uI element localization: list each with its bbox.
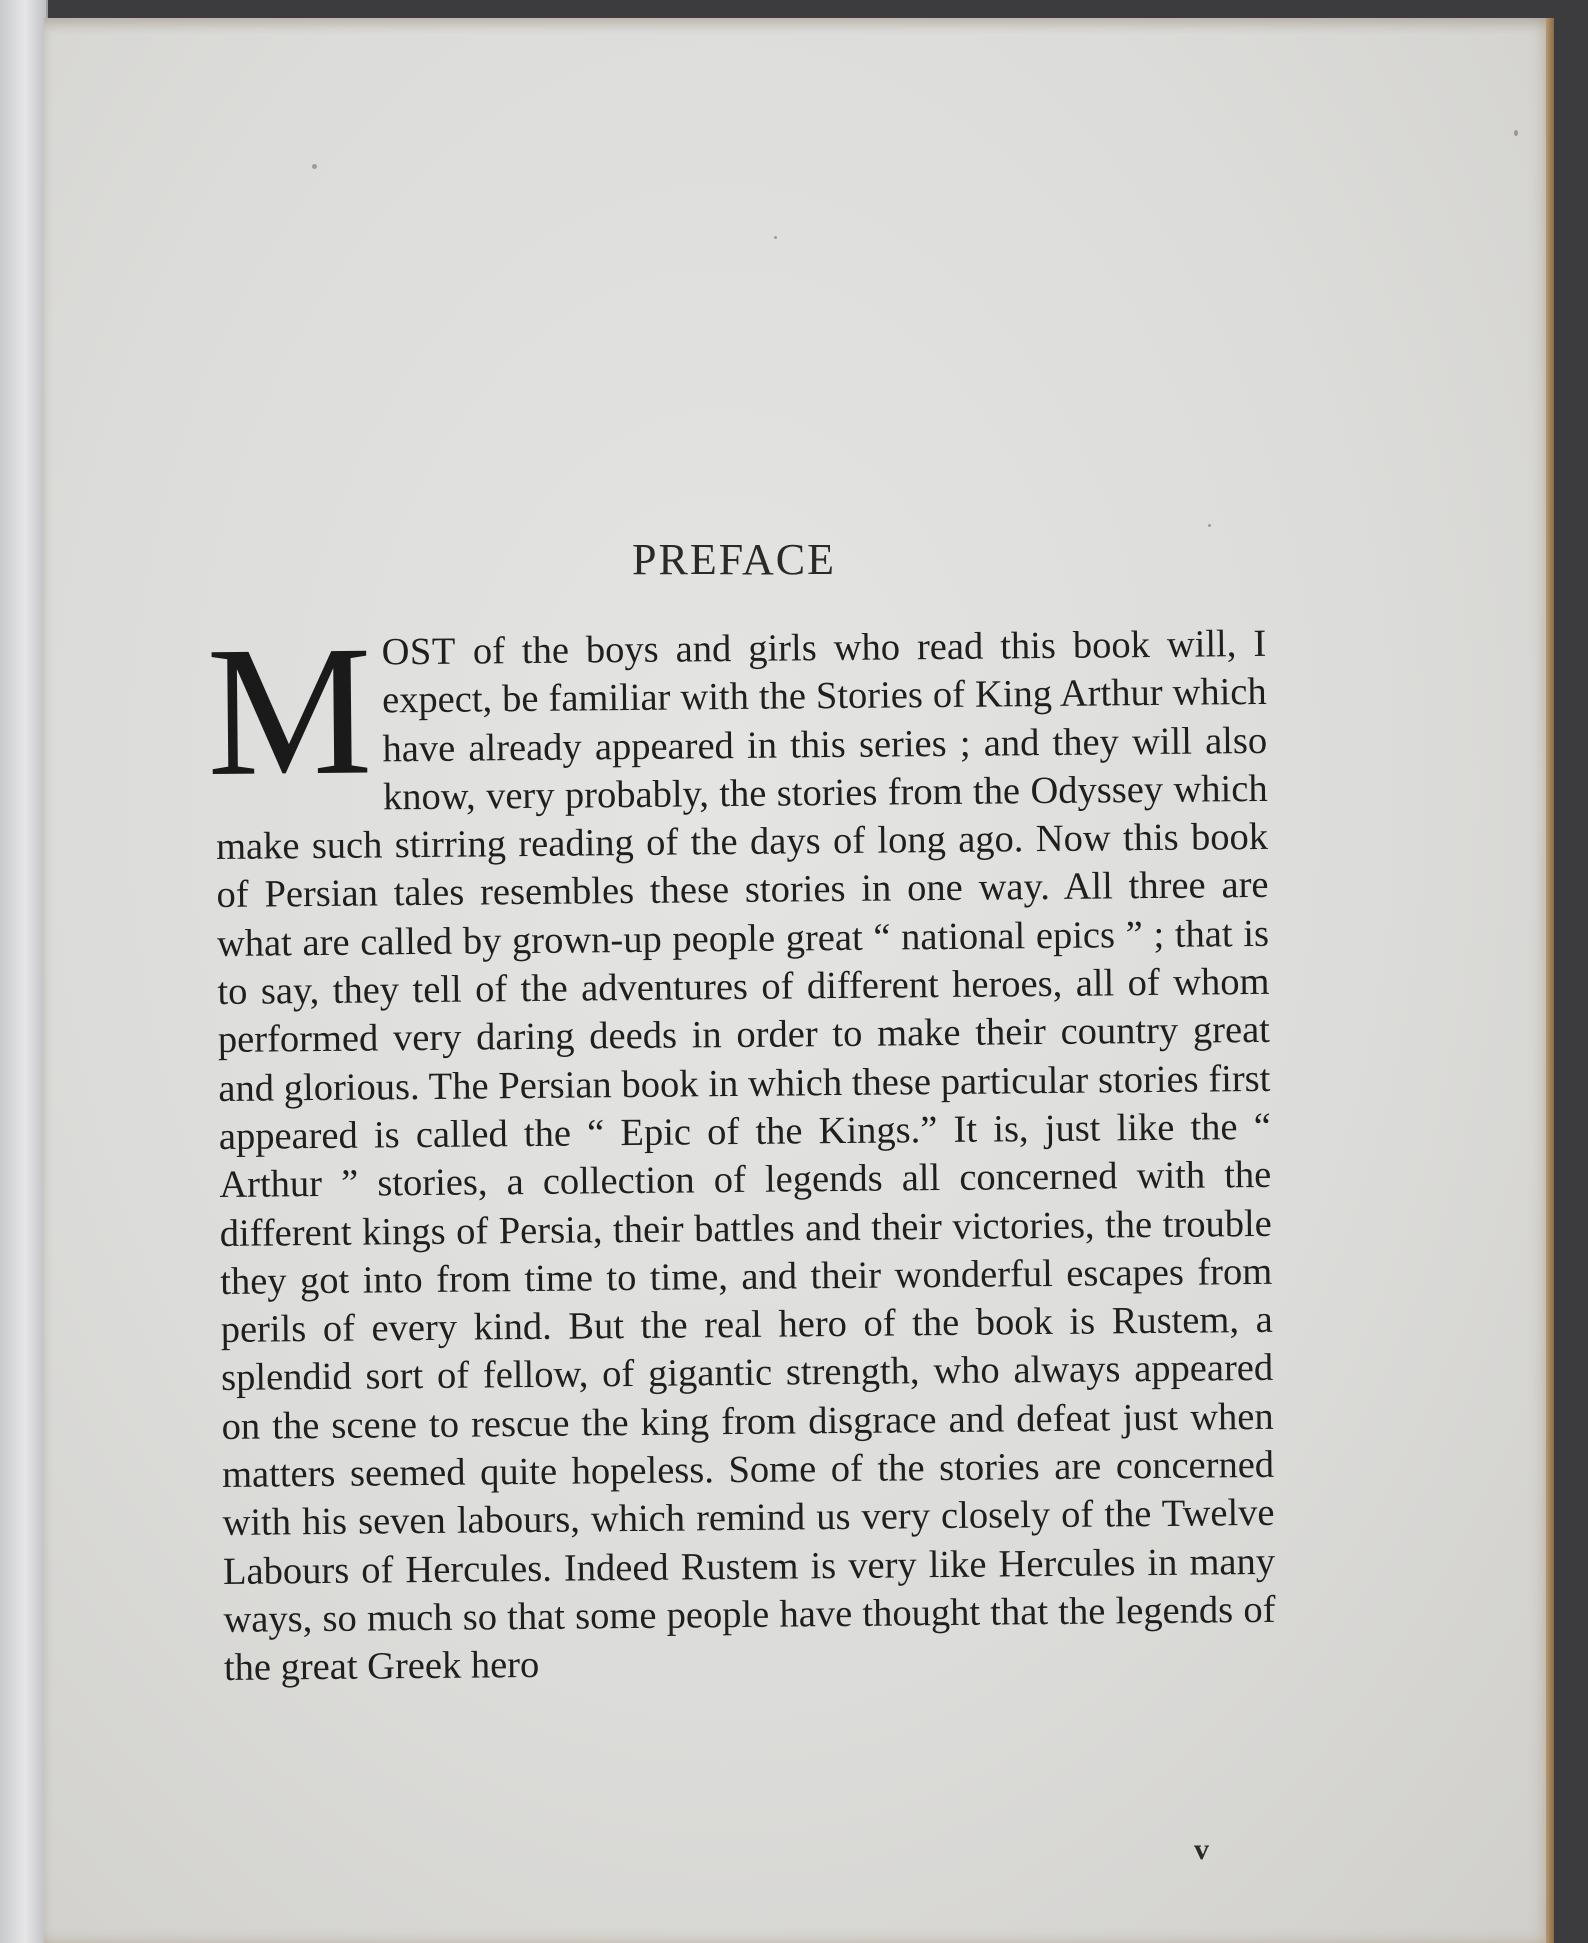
page-number: v bbox=[1194, 1833, 1209, 1866]
paper-speck bbox=[774, 236, 777, 239]
left-page-edge bbox=[0, 0, 48, 1943]
book-page bbox=[44, 18, 1554, 1943]
paper-speck bbox=[1514, 130, 1518, 136]
paper-speck bbox=[1208, 524, 1211, 527]
paper-speck bbox=[312, 164, 317, 169]
lead-in-text: OST bbox=[381, 630, 457, 674]
body-text: of the boys and girls who read this book will, I expect, be familiar with the Stories of King Arthur which have already appeared in this series ; and they will also know, very probably, the stories from the Odyssey which make such stirring reading of the days of long ago. Now this book of Persian tales resembles these stories in one way. All three are what are called by grown-up people great “ national epics ” ; that is to say, they tell of the adventures of different heroes, all of whom performed very daring deeds in order to make their country great and glorious. The Persian book in which these particular stories first appeared is called the “ Epic of the Kings.” It is, just like the “ Arthur ” stories, a collection of legends all concerned with the different kings of Persia, their battles and their victories, the trouble they got into from time to time, and their wonderful escapes from perils of every kind. But the real hero of the book is Rustem, a splendid sort of fellow, of gigantic strength, who always appeared on the scene to rescue the king from disgrace and defeat just when matters seemed quite hopeless. Some of the stories are concerned with his seven labours, which remind us very closely of the Twelve Labours of Hercules. Indeed Rustem is very like Hercules in many ways, so much so that some people have thought that the legends of the great Greek hero bbox=[215, 622, 1276, 1690]
page-edge-shadow bbox=[1546, 18, 1554, 1943]
preface-paragraph bbox=[205, 607, 1276, 1693]
page-title: PREFACE bbox=[632, 535, 836, 584]
drop-cap: M bbox=[205, 607, 374, 816]
